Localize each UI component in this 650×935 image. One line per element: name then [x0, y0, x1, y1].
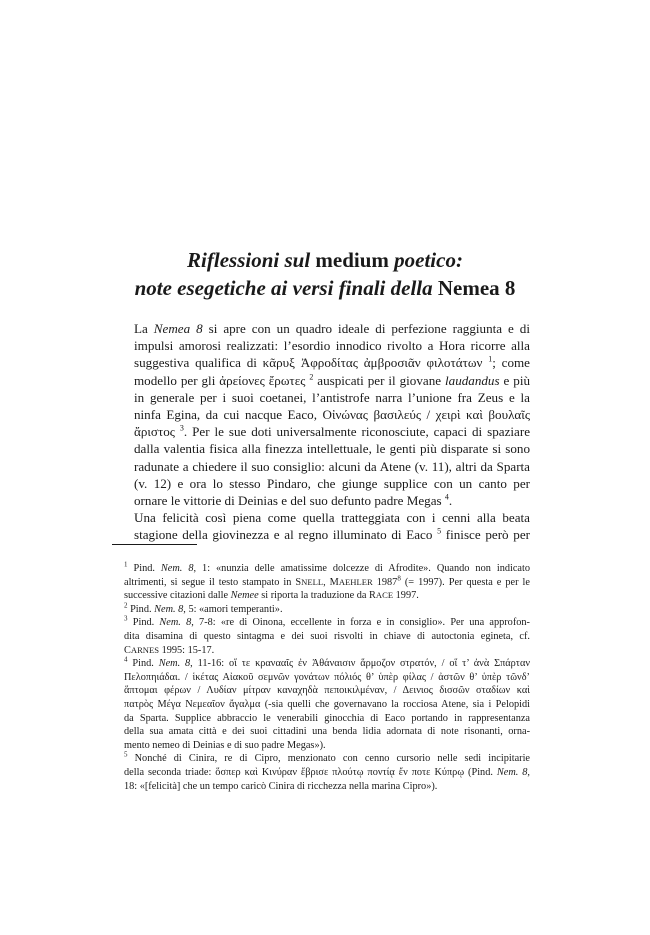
- text-italic: Nem. 8: [159, 617, 192, 629]
- text-line: [112, 684, 530, 698]
- text-run: radunate a chiedere il suo consiglio: alcuni da Atene (v. 11), altri da Sparta: [134, 458, 530, 474]
- footnote-number: 4: [124, 655, 128, 664]
- footnote-ref[interactable]: 1: [488, 355, 493, 365]
- title-italic: Riflessioni sul: [187, 248, 311, 273]
- chapter-title: [0, 246, 650, 302]
- text-line: [112, 526, 530, 543]
- text-run: , 1: «nunzia delle amatissime dolcezze di Afrodite». Quando non indicato: [193, 563, 531, 574]
- text-run: si riporta la traduzione da R: [258, 590, 376, 602]
- text-line: [112, 712, 530, 726]
- footnote-ref[interactable]: 4: [444, 492, 449, 502]
- text-run: Pind.: [132, 617, 160, 629]
- footnotes: [112, 562, 530, 793]
- text-line: [112, 354, 530, 371]
- text-line: [112, 766, 530, 780]
- title-roman: medium: [310, 248, 395, 273]
- small-caps: ARNES: [130, 644, 159, 655]
- text-run: dalla valentia fisica alla finezza intellettuale, le genti più disparate si sono: [134, 441, 530, 457]
- text-run: stagione della giovinezza e al regno illuminato di Eaco: [134, 527, 438, 543]
- text-run: mento nemeo di Deinias e di suo padre Megas»).: [124, 739, 326, 751]
- text-line: [112, 657, 530, 671]
- text-run: Πελοπηιάδαι. / ἱκέτας Αἰακοῦ σεμνῶν γονάτων πόλιός θ’ ὑπὲρ φίλας / ἀστῶν θ’ ὑπὲρ τῶνδ’: [124, 671, 530, 683]
- text-line: [112, 725, 530, 739]
- text-run: successive citazioni dalle: [124, 590, 231, 602]
- text-line: [112, 337, 530, 354]
- footnote-3: [112, 616, 530, 657]
- text-run: La: [134, 321, 154, 336]
- footnote-divider: [112, 544, 197, 545]
- text-line: [112, 698, 530, 712]
- text-run: della sua amata città e dei suoi cittadini una benda lidia adornata di note risonanti, orna-: [124, 726, 530, 738]
- text-run: , 5: «amori temperanti».: [183, 603, 283, 615]
- text-run: della seconda triade: ὅσπερ καὶ Κινύραν ἔβρισε πλούτῳ ποντίᾳ ἔν ποτε Κύπρῳ (Pind.: [124, 766, 497, 778]
- text-run: . Per le sue doti universalmente riconosciute, capaci di spaziare: [183, 424, 531, 440]
- footnote-number: 1: [124, 560, 128, 569]
- paragraph-2: [112, 509, 530, 543]
- text-run: 1997.: [393, 590, 419, 602]
- text-line: [112, 509, 530, 526]
- edition-number: 8: [397, 574, 401, 583]
- text-line: [112, 440, 530, 457]
- text-run: , 7-8: «re di Oinona, eccellente in forza e in consiglio». Per una approfon-: [191, 617, 530, 629]
- body-text: [112, 320, 530, 544]
- text-line: [112, 406, 530, 423]
- text-run: Una felicità così piena come quella tratteggiata con i cenni alla beata: [134, 510, 530, 526]
- text-line: [112, 475, 530, 492]
- small-caps: ACE: [375, 590, 394, 601]
- text-line: [112, 644, 530, 658]
- text-line: [112, 492, 530, 509]
- text-run: in generale per i suoi coetanei, l’antistrofe narra l’unione fra Zeus e la: [134, 389, 530, 405]
- text-line: [112, 458, 530, 475]
- text-run: impulsi amorosi realizzati: l’esordio innodico rivolto a Hora ricorre alla: [134, 338, 530, 354]
- title-italic: poetico:: [394, 248, 463, 273]
- small-caps: NELL: [301, 576, 324, 587]
- footnote-2: [112, 603, 530, 617]
- text-run: suggestiva qualifica di κᾶρυξ Ἀφροδίτας ἀμβροσιᾶν φιλοτάτων: [134, 355, 489, 371]
- text-run: ninfa Egina, da cui nacque Eaco, Οἰνώνας βασιλεύς / χειρὶ καὶ βουλαῖς: [134, 407, 530, 423]
- text-run: .: [448, 493, 453, 509]
- footnote-number: 2: [124, 601, 128, 610]
- text-run: auspicati per il giovane: [313, 372, 446, 388]
- text-run: si apre con un quadro ideale di perfezione raggiunta e di: [202, 321, 530, 336]
- text-run: ,: [527, 766, 530, 778]
- text-run: ornare le vittorie di Deinias e del suo defunto padre Megas: [134, 493, 445, 509]
- text-run: (v. 12) e ora lo stesso Pindaro, che giunge supplice con un canto per: [134, 475, 530, 491]
- text-italic: Nemee: [230, 590, 259, 602]
- text-run: Pind.: [133, 563, 161, 574]
- text-line: [112, 603, 530, 617]
- title-line-2: [0, 274, 650, 302]
- footnote-ref[interactable]: 2: [309, 372, 314, 382]
- text-line: [112, 752, 530, 766]
- footnote-number: 3: [124, 614, 128, 623]
- text-line: [112, 616, 530, 630]
- text-line: [112, 671, 530, 685]
- small-caps: AEHLER: [338, 576, 373, 587]
- text-line: [112, 739, 530, 753]
- text-line: [112, 630, 530, 644]
- text-run: πατρὸς Μέγα Νεμεαῖον ἄγαλμα (-sia quelli che governavano la rocciosa Atene, sia i Pelopidi: [124, 698, 530, 710]
- text-line: [112, 562, 530, 576]
- text-line: [112, 589, 530, 603]
- text-run: finisce però per: [441, 527, 530, 543]
- text-run: , 11-16: οἵ τε κρανααῖς ἐν Ἀθάναισιν ἅρμοζον στρατόν, / οἵ τ’ ἀνὰ Σπάρταν: [190, 658, 530, 670]
- text-run: ; come: [492, 355, 530, 371]
- text-run: e più: [499, 372, 531, 388]
- text-italic: Nem. 8: [158, 658, 191, 670]
- footnote-4: [112, 657, 530, 752]
- text-italic: Nem. 8: [160, 563, 194, 574]
- text-run: , M: [323, 576, 339, 588]
- text-run: altrimenti, si segue il testo stampato in S: [124, 576, 302, 588]
- text-run: 1987: [372, 576, 398, 588]
- text-run: modello per gli ἀρείονες ἔρωτες: [134, 372, 310, 388]
- text-run: (= 1997). Per questa e per le: [400, 576, 530, 588]
- text-run: Pind.: [132, 658, 159, 670]
- paragraph-1: [112, 320, 530, 509]
- text-line: [112, 320, 530, 337]
- text-run: 18: «[felicità] che un tempo caricò Cinira di ricchezza nella marina Cipro»).: [124, 780, 438, 792]
- text-line: [112, 372, 530, 389]
- text-italic: Nem. 8: [154, 603, 184, 615]
- text-line: [112, 780, 530, 794]
- text-italic: Nemea 8: [153, 321, 203, 336]
- footnote-5: [112, 752, 530, 793]
- footnote-ref[interactable]: 3: [179, 423, 184, 433]
- text-line: [112, 389, 530, 406]
- text-run: da Sparta. Supplice abbraccio le venerabili ginocchia di Eaco portando in rappresentanza: [124, 712, 530, 724]
- footnote-number: 5: [124, 750, 128, 759]
- text-run: ἄριστος: [134, 424, 180, 440]
- title-roman: Nemea 8: [432, 276, 516, 301]
- text-run: C: [124, 644, 131, 656]
- title-italic: note esegetiche ai versi finali della: [134, 276, 433, 301]
- text-run: ἅπτομαι φέρων / Λυδίαν μίτραν καναχηδὰ πεποικιλμέναν, / Δεινιος δισσῶν σταδίων καὶ: [124, 685, 530, 697]
- title-line-1: [0, 246, 650, 274]
- text-italic: Nem. 8: [496, 766, 528, 778]
- text-line: [112, 423, 530, 440]
- text-run: Pind.: [130, 603, 155, 615]
- text-run: 1995: 15-17.: [159, 644, 215, 656]
- footnote-1: [112, 562, 530, 603]
- text-run: Nonché di Cinira, re di Cipro, menzionato con cenno cursorio nelle sedi incipitarie: [134, 753, 530, 765]
- text-italic: laudandus: [445, 372, 500, 388]
- text-line: [112, 576, 530, 590]
- footnote-ref[interactable]: 5: [437, 527, 442, 537]
- text-run: dita disamina di questo sintagma e dei suoi risvolti in chiave di autoctonia egineta, cf.: [124, 630, 530, 642]
